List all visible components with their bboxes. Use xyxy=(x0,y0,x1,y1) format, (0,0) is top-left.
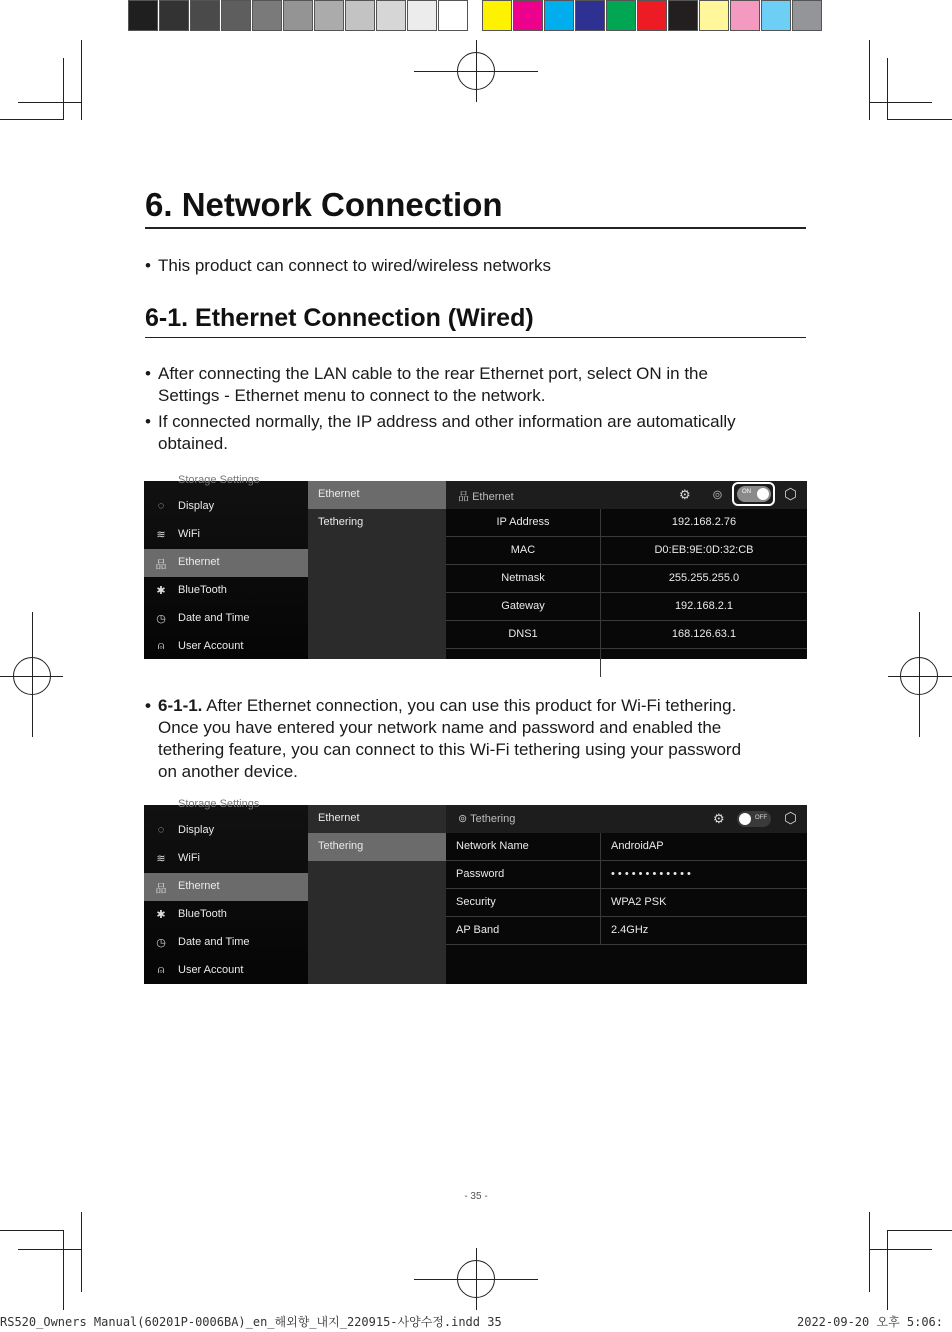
gray-swatch xyxy=(283,0,313,31)
footer-file-name: RS520_Owners Manual(60201P-0006BA)_en_해외향_내지_220915-사양수정.indd 35 xyxy=(0,1315,502,1329)
sidebar-item-wifi[interactable]: ≋ WiFi xyxy=(144,521,308,549)
row-value: D0:EB:9E:0D:32:CB xyxy=(654,544,754,556)
sidebar-item-date-time[interactable]: ◷ Date and Time xyxy=(144,929,308,957)
bluetooth-icon: ✱ xyxy=(156,909,166,921)
tethering-settings-screenshot xyxy=(144,798,807,984)
section-rule xyxy=(145,337,806,338)
row-value: • • • • • • • • • • • • xyxy=(611,868,691,880)
gear-icon[interactable]: ⚙ xyxy=(679,487,691,502)
refresh-icon[interactable]: ⊚ xyxy=(712,487,723,502)
panel-title: Tethering xyxy=(470,813,516,825)
gray-swatch xyxy=(190,0,220,31)
gray-swatch xyxy=(128,0,158,31)
table-row xyxy=(446,621,807,649)
row-key: Network Name xyxy=(456,840,529,852)
table-row xyxy=(446,917,807,945)
table-row xyxy=(446,537,807,565)
step-number: 6-1-1. xyxy=(158,696,203,715)
row-key: AP Band xyxy=(456,924,500,936)
submenu-tethering[interactable]: Tethering xyxy=(308,833,446,861)
title-rule xyxy=(145,227,806,229)
ethernet-settings-screenshot xyxy=(144,474,807,659)
panel-header xyxy=(446,481,807,509)
table-row xyxy=(446,509,807,537)
row-key: Password xyxy=(456,868,505,880)
ethernet-panel xyxy=(446,481,807,659)
table-row xyxy=(446,861,807,889)
color-swatch xyxy=(637,0,667,31)
row-value: AndroidAP xyxy=(611,840,664,852)
gray-swatch xyxy=(407,0,437,31)
bullet-text-line: on another device. xyxy=(158,762,298,781)
logo-icon: ⬡ xyxy=(784,810,798,827)
clock-icon: ◷ xyxy=(156,613,166,625)
row-key: IP Address xyxy=(496,516,550,528)
settings-sidebar xyxy=(144,798,308,984)
row-key: MAC xyxy=(510,544,536,556)
intro-text: This product can connect to wired/wireless networks xyxy=(158,256,552,275)
row-value: 192.168.2.76 xyxy=(671,516,737,528)
user-icon: ⍝ xyxy=(157,964,165,976)
bullet-text-line: After Ethernet connection, you can use this product for Wi-Fi tethering. xyxy=(206,696,737,715)
row-value: 168.126.63.1 xyxy=(671,628,737,640)
sidebar-item-bluetooth[interactable]: ✱ BlueTooth xyxy=(144,901,308,929)
sidebar-item-display[interactable]: ◌ Display xyxy=(144,817,308,845)
table-row xyxy=(446,593,807,621)
footer-date: 2022-09-20 오후 5:06: xyxy=(797,1315,944,1329)
network-submenu xyxy=(308,805,446,984)
display-icon: ◌ xyxy=(157,824,165,836)
sidebar-item-ethernet[interactable]: 品 Ethernet xyxy=(144,873,308,901)
tethering-toggle[interactable]: OFF xyxy=(737,811,771,827)
submenu-ethernet[interactable]: Ethernet xyxy=(318,812,360,824)
color-swatch xyxy=(544,0,574,31)
ethernet-icon: 品 xyxy=(458,491,469,503)
gray-swatch xyxy=(438,0,468,31)
table-row xyxy=(446,565,807,593)
page-number: - 35 - xyxy=(464,1191,488,1202)
sidebar-item-user-account[interactable]: ⍝ User Account xyxy=(144,957,308,985)
sidebar-item-bluetooth[interactable]: ✱ BlueTooth xyxy=(144,577,308,605)
row-value: 192.168.2.1 xyxy=(674,600,734,612)
table-row xyxy=(446,833,807,861)
gray-swatch xyxy=(221,0,251,31)
ethernet-toggle[interactable]: ON xyxy=(737,486,771,502)
gray-swatch xyxy=(159,0,189,31)
wifi-icon: ≋ xyxy=(156,853,166,865)
gray-swatch xyxy=(314,0,344,31)
color-swatch xyxy=(575,0,605,31)
sidebar-item-user-account[interactable]: ⍝ User Account xyxy=(144,633,308,661)
sidebar-item-storage: Storage Settings xyxy=(178,474,260,486)
submenu-tethering[interactable]: Tethering xyxy=(318,516,364,528)
gray-swatch xyxy=(345,0,375,31)
tethering-panel xyxy=(446,805,807,984)
bluetooth-icon: ✱ xyxy=(156,585,166,597)
table-row-partial xyxy=(446,649,807,677)
sidebar-item-display[interactable]: ◌ Display xyxy=(144,493,308,521)
bullet-text-line: obtained. xyxy=(158,434,228,453)
gear-icon[interactable]: ⚙ xyxy=(713,811,725,826)
color-swatch xyxy=(668,0,698,31)
row-key: Gateway xyxy=(501,600,545,612)
gray-swatch xyxy=(376,0,406,31)
bullet-text-line: If connected normally, the IP address and other information are automatically xyxy=(158,412,736,431)
row-key: Netmask xyxy=(501,572,545,584)
bullet-text-line: tethering feature, you can connect to this Wi-Fi tethering using your password xyxy=(158,740,742,759)
row-value: WPA2 PSK xyxy=(611,896,667,908)
sidebar-item-wifi[interactable]: ≋ WiFi xyxy=(144,845,308,873)
color-swatch xyxy=(513,0,543,31)
hotspot-icon: ⊚ xyxy=(458,813,468,825)
sidebar-item-storage: Storage Settings xyxy=(178,798,260,810)
color-swatch xyxy=(699,0,729,31)
network-submenu xyxy=(308,481,446,659)
ethernet-icon: 品 xyxy=(155,559,167,571)
bullet-text-line: Settings - Ethernet menu to connect to the network. xyxy=(158,386,546,405)
gray-swatch xyxy=(252,0,282,31)
user-icon: ⍝ xyxy=(157,640,165,652)
color-swatch xyxy=(482,0,512,31)
panel-header xyxy=(446,805,807,833)
color-swatch xyxy=(730,0,760,31)
sidebar-item-ethernet[interactable]: 品 Ethernet xyxy=(144,549,308,577)
bullet-text-line: After connecting the LAN cable to the rear Ethernet port, select ON in the xyxy=(158,364,708,383)
table-row xyxy=(446,889,807,917)
section-title: 6-1. Ethernet Connection (Wired) xyxy=(145,304,534,332)
sidebar-item-date-time[interactable]: ◷ Date and Time xyxy=(144,605,308,633)
color-swatch xyxy=(761,0,791,31)
settings-sidebar xyxy=(144,474,308,659)
clock-icon: ◷ xyxy=(156,937,166,949)
color-swatch xyxy=(792,0,822,31)
row-value: 2.4GHz xyxy=(611,924,649,936)
logo-icon: ⬡ xyxy=(784,486,798,503)
submenu-ethernet[interactable]: Ethernet xyxy=(308,481,446,509)
page-title: 6. Network Connection xyxy=(145,186,503,223)
display-icon: ◌ xyxy=(157,500,165,512)
row-key: Security xyxy=(456,896,496,908)
row-key: DNS1 xyxy=(508,628,538,640)
bullet-text-line: Once you have entered your network name and password and enabled the xyxy=(158,718,722,737)
ethernet-icon: 品 xyxy=(155,883,167,895)
row-value: 255.255.255.0 xyxy=(668,572,740,584)
color-swatch xyxy=(606,0,636,31)
wifi-icon: ≋ xyxy=(156,529,166,541)
panel-title: Ethernet xyxy=(472,491,514,503)
